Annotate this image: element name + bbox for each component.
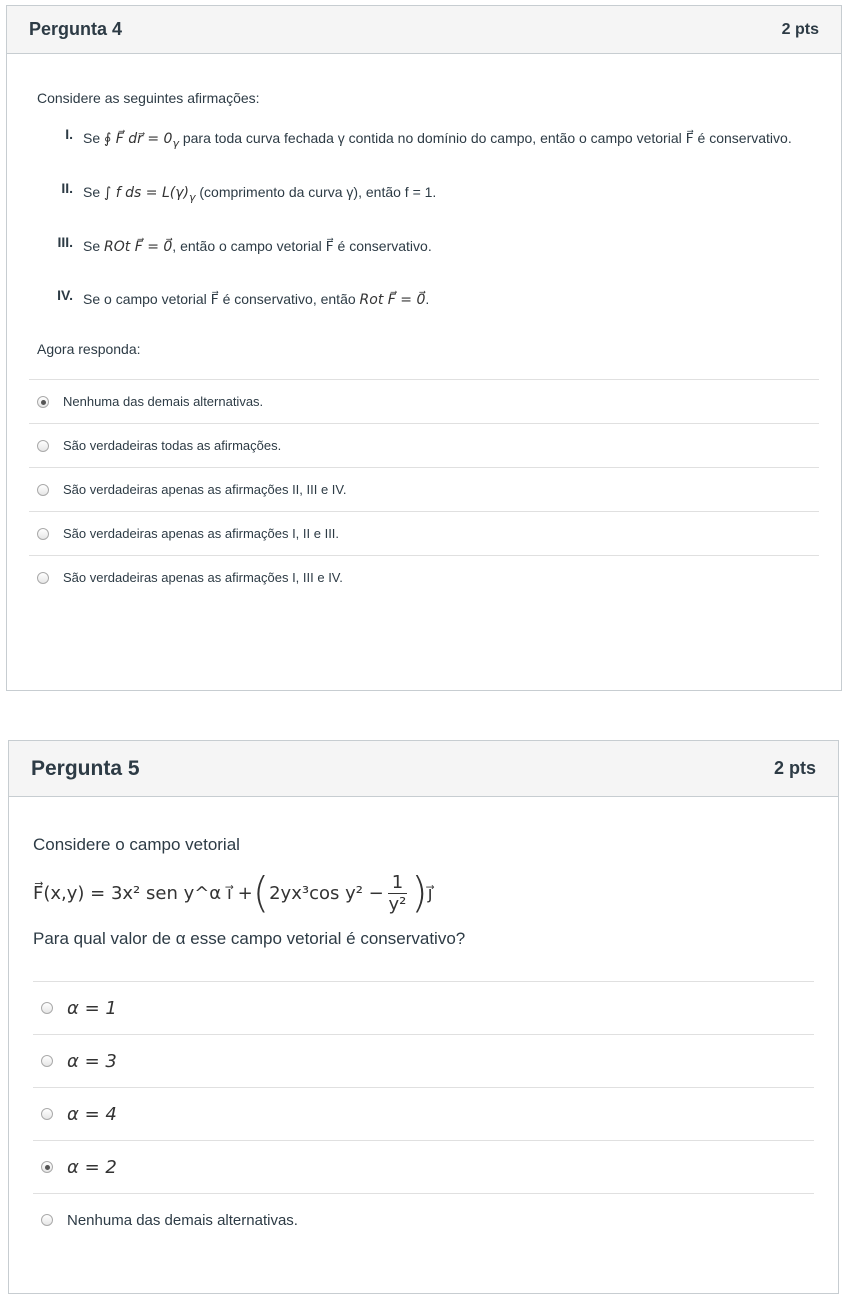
answer-option-label: São verdadeiras apenas as afirmações I, III e IV. [63,570,343,586]
fraction-denominator: y² [388,893,407,915]
question-title: Pergunta 5 [31,756,140,780]
answer-prompt: Agora responda: [37,341,141,358]
answer-option[interactable] [33,1034,814,1087]
formula-paren: 2yx³cos y² − [269,882,384,904]
statement-number: II. [61,179,73,196]
answer-option-label: α = 4 [67,1103,117,1125]
statement-item [37,234,819,264]
question-4-header [7,6,841,54]
answer-option[interactable] [29,379,819,423]
statement-math: Rot F⃗ = 0⃗ [359,292,426,309]
question-5-header [9,741,838,797]
answer-option-label: Nenhuma das demais alternativas. [63,394,264,410]
answer-option-label: Nenhuma das demais alternativas. [67,1211,298,1229]
radio-button[interactable] [41,1002,53,1014]
question-intro: Considere o campo vetorial [33,835,240,854]
statement-text: para toda curva fechada γ contida no domínio do campo, então o campo vetorial F⃗ é conservativo. [178,130,792,146]
question-5-card [8,740,839,1294]
radio-button[interactable] [41,1161,53,1173]
radio-button[interactable] [37,440,49,452]
question-points: 2 pts [781,20,819,38]
statement-subscript: γ [188,190,196,204]
question-4-card [6,5,842,691]
statement-prefix: Se o campo vetorial F⃗ é conservativo, então [83,291,360,308]
statement-math: ∮ F⃗ dr⃗ = 0 [104,131,173,147]
statement-item [37,287,819,317]
radio-button[interactable] [37,484,49,496]
statement-prefix: Se [83,183,105,200]
statement-text: . [425,291,430,308]
question-intro: Considere as seguintes afirmações: [37,90,260,106]
radio-button[interactable] [41,1055,53,1067]
answer-option[interactable] [29,555,819,599]
answer-option-label: São verdadeiras todas as afirmações. [63,438,282,454]
radio-button[interactable] [37,572,49,584]
statement-prefix: Se [83,237,105,254]
answer-option[interactable] [33,1140,814,1193]
fraction-numerator: 1 [388,872,407,894]
answer-option[interactable] [29,423,819,467]
statement-prefix: Se [83,130,105,146]
statement-text: (comprimento da curva γ), então f = 1. [195,183,437,200]
statement-item [37,180,819,210]
answer-option-label: α = 2 [67,1156,117,1178]
statement-math: ∫ f ds = L(γ) [104,184,189,201]
question-title: Pergunta 4 [29,19,123,39]
answer-option-label: α = 1 [67,997,117,1019]
statement-number: I. [65,126,73,142]
answer-option-label: São verdadeiras apenas as afirmações I, II e III. [63,526,340,542]
answer-option-label: α = 3 [67,1050,117,1072]
answer-option[interactable] [33,1087,814,1140]
answer-option[interactable] [33,1193,814,1246]
radio-button[interactable] [41,1108,53,1120]
answer-option[interactable] [29,467,819,511]
vector-field-formula: F⃗(x,y) = 3x² sen y^α i⃗ + ( 2yx³cos y² − $\frac{1}{\text{y²}}$ ) j⃗ [33,868,433,917]
question-text: Para qual valor de α esse campo vetorial é conservativo? [33,929,466,948]
radio-button[interactable] [41,1214,53,1226]
answer-option[interactable] [29,511,819,555]
statement-math: ROt F⃗ = 0⃗ [104,238,173,255]
answer-option[interactable] [33,981,814,1034]
statement-item [37,126,819,156]
statement-subscript: γ [172,136,179,150]
statement-number: IV. [57,287,73,304]
formula-left: F⃗(x,y) = 3x² sen y^α i⃗ + [33,882,253,904]
radio-button[interactable] [37,528,49,540]
radio-button[interactable] [37,396,49,408]
statement-text: , então o campo vetorial F⃗ é conservativo. [172,237,432,254]
answer-option-label: São verdadeiras apenas as afirmações II, III e IV. [63,482,347,498]
question-points: 2 pts [773,758,816,778]
formula-right: j⃗ [427,882,433,904]
statement-number: III. [57,233,73,250]
